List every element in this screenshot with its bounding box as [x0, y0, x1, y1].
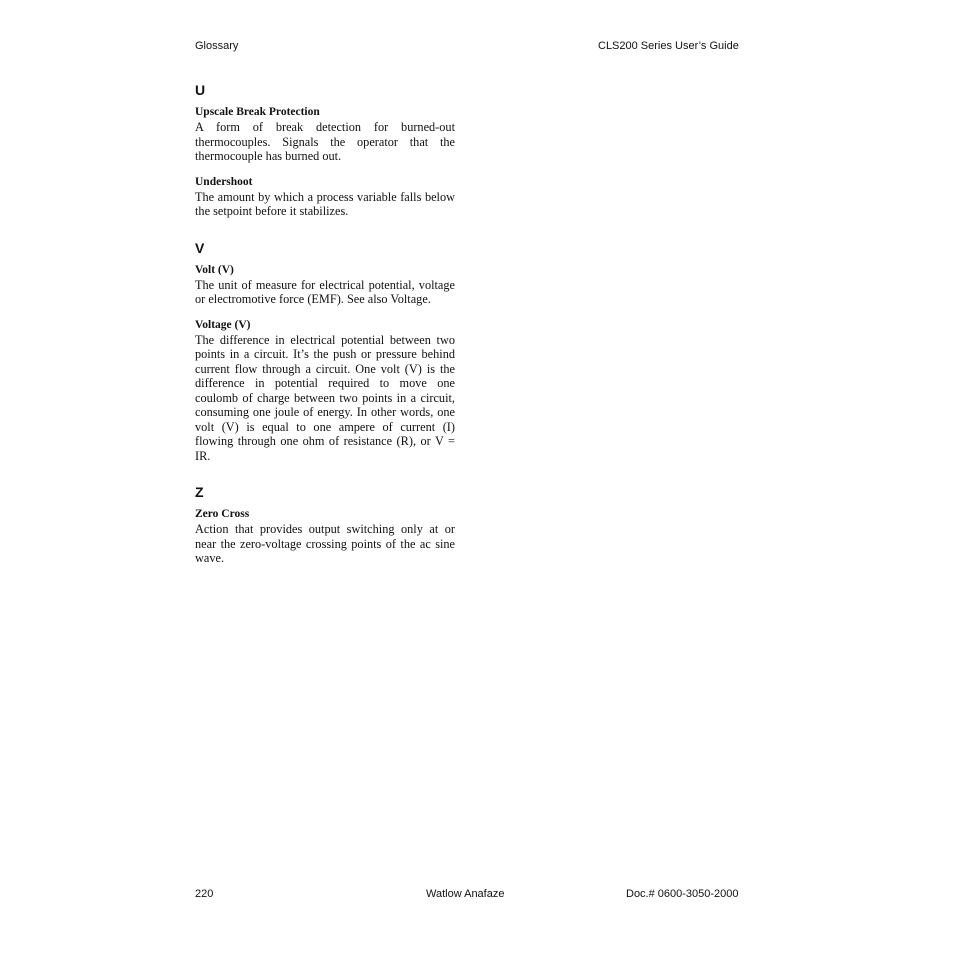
glossary-column — [195, 82, 455, 587]
glossary-section-u — [195, 82, 455, 219]
glossary-term: Undershoot — [195, 175, 253, 188]
glossary-section-v — [195, 240, 455, 464]
glossary-entry — [195, 175, 455, 219]
footer-company: Watlow Anafaze — [426, 888, 505, 900]
glossary-term: Volt (V) — [195, 263, 234, 276]
glossary-entry — [195, 105, 455, 164]
glossary-section-z — [195, 484, 455, 566]
glossary-definition: The unit of measure for electrical potential, voltage or electromotive force (EMF). See also Voltage. — [195, 277, 455, 306]
section-letter: Z — [195, 484, 204, 500]
section-letter: U — [195, 82, 206, 98]
glossary-entry — [195, 507, 455, 566]
glossary-entry — [195, 263, 455, 307]
glossary-entry — [195, 318, 455, 464]
glossary-term: Upscale Break Protection — [195, 106, 320, 118]
running-header-guide-title: CLS200 Series User’s Guide — [598, 40, 739, 52]
glossary-definition: The difference in electrical potential between two points in a circuit. It’s the push or pressure behind current flow through a circuit. One volt (V) is the difference in potential required to move one coulomb of charge between two points in a circuit, consuming one joule of energy. In other words, one volt (V) is equal to one ampere of current (I) flowing through one ohm of resistance (R), or V = IR. — [195, 332, 455, 463]
page-number: 220 — [195, 888, 214, 900]
glossary-definition: The amount by which a process variable falls below the setpoint before it stabilizes. — [195, 189, 455, 218]
footer-doc-number: Doc.# 0600-3050-2000 — [626, 888, 739, 900]
glossary-definition: A form of break detection for burned-out thermocouples. Signals the operator that the thermocouple has burned out. — [195, 120, 455, 163]
glossary-term: Zero Cross — [195, 508, 250, 520]
running-header-section: Glossary — [195, 40, 239, 52]
glossary-definition: Action that provides output switching only at or near the zero-voltage crossing points of the ac sine wave. — [195, 522, 455, 565]
glossary-term: Voltage (V) — [195, 318, 251, 331]
section-letter: V — [195, 239, 205, 256]
